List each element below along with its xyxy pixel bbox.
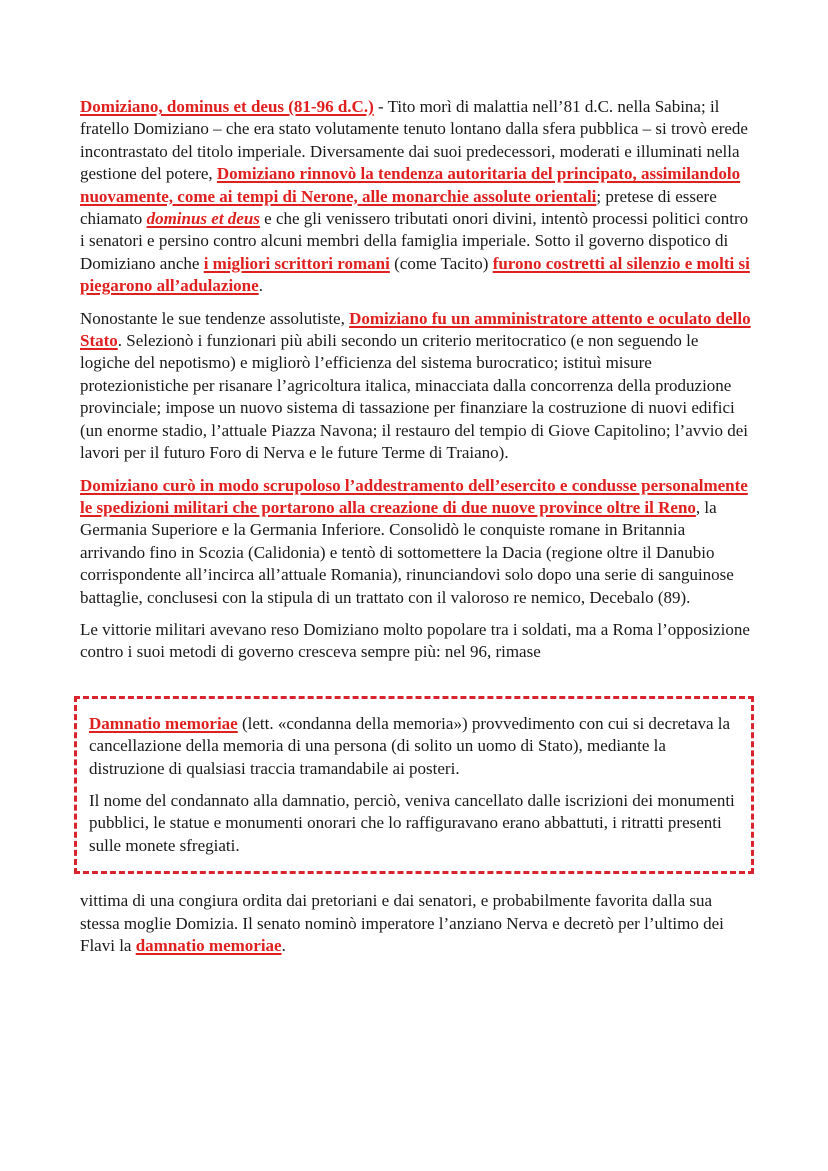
paragraph-text: vittima di una congiura ordita dai pretoriani e dai senatori, e probabilmente favorita dalla sua stessa moglie Domizia. Il senato nominò imperatore l’anziano Nerva e decretò per l’ultimo dei Flavi la: [80, 891, 724, 955]
paragraph-text: , la Germania Superiore e la Germania Inferiore. Consolidò le conquiste romane in Britannia arrivando fino in Scozia (Calidonia) e tentò di sottomettere la Dacia (regione oltre il Danubio corrispondente all’incirca all’attuale Romania), rinunciandovi solo dopo una serie di sanguinose battaglie, conclusesi con la stipula di un trattato con il valoroso re nemico, Decebalo (89).: [80, 497, 734, 607]
paragraph-intro: [80, 96, 752, 298]
paragraph-text: (come Tacito): [389, 253, 493, 273]
highlighted-phrase: i migliori scrittori romani: [203, 253, 390, 273]
callout-explanation: [89, 790, 737, 857]
paragraph-conclusion: [80, 890, 752, 957]
highlighted-phrase: damnatio memoriae: [135, 936, 282, 955]
callout-text: Il nome del condannato alla damnatio, perciò, veniva cancellato dalle iscrizioni dei monumenti pubblici, le statue e monumenti onorari che lo raffiguravano erano abbattuti, i ritratti presenti sulle monete sfregiati.: [89, 790, 735, 855]
paragraph-text: .: [281, 936, 286, 955]
paragraph-text: Le vittorie militari avevano reso Domiziano molto popolare tra i soldati, ma a Roma l’opposizione contro i suoi metodi di governo cresceva sempre più: nel 96, rimase: [80, 619, 750, 662]
paragraph-text: Nonostante le sue tendenze assolutiste,: [80, 308, 350, 328]
paragraph-text: e che gli venissero tributati onori divini, intentò processi politici contro i senatori e persino contro alcuni membri della famiglia imperiale. Sotto il governo dispotico di Domiziano anche: [80, 209, 749, 273]
highlighted-phrase: Domiziano rinnovò la tendenza autoritaria del principato, assimilandolo nuovamente, come ai tempi di Nerone, alle monarchie assolute orientali: [80, 164, 741, 206]
callout-term: Damnatio memoriae: [89, 713, 238, 733]
highlighted-phrase: furono costretti al silenzio e molti si piegarono all’adulazione: [80, 253, 750, 296]
paragraph-administration: [80, 308, 752, 465]
paragraph-text: - Tito morì di malattia nell’81 d.C. nella Sabina; il fratello Domiziano – che era stato volutamente tenuto lontano dalla sfera pubblica – si trovò erede incontrastato del titolo imperiale. Diversamente dai suoi predecessori, moderati e illuminati nella gestione del potere,: [80, 97, 748, 184]
document-page: [80, 96, 752, 967]
highlighted-phrase: dominus et deus: [146, 209, 260, 229]
section-title: Domiziano, dominus et deus (81-96 d.C.): [80, 97, 374, 116]
paragraph-text: ; pretese di essere chiamato: [80, 186, 717, 229]
callout-definition: [89, 713, 737, 780]
paragraph-text: . Selezionò i funzionari più abili secondo un criterio meritocratico (e non seguendo le logiche del nepotismo) e migliorò l’efficienza del sistema burocratico; istituì misure protezionistiche per risanare l’agricoltura italica, minacciata dalla concorrenza della produzione provinciale; impose un nuovo sistema di tassazione per finanziare la costruzione di nuovi edifici (un enorme stadio, l’attuale Piazza Navona; il restauro del tempio di Giove Capitolino; l’avvio dei lavori per il futuro Foro di Nerva e le future Terme di Traiano).: [80, 331, 749, 463]
highlighted-phrase: Domiziano fu un amministratore attento e oculato dello Stato: [80, 308, 751, 351]
callout-text: (lett. «condanna della memoria») provvedimento con cui si decretava la cancellazione della memoria di una persona (di solito un uomo di Stato), mediante la distruzione di qualsiasi traccia tramandabile ai posteri.: [89, 713, 731, 778]
paragraph-military: [80, 475, 752, 609]
paragraph-text: .: [258, 276, 263, 296]
paragraph-opposition: [80, 619, 752, 664]
damnatio-memoriae-callout: [74, 696, 754, 874]
highlighted-phrase: Domiziano curò in modo scrupoloso l’addestramento dell’esercito e condusse personalmente le spedizioni militari che portarono alla creazione di due nuove province oltre il Reno: [80, 475, 748, 517]
